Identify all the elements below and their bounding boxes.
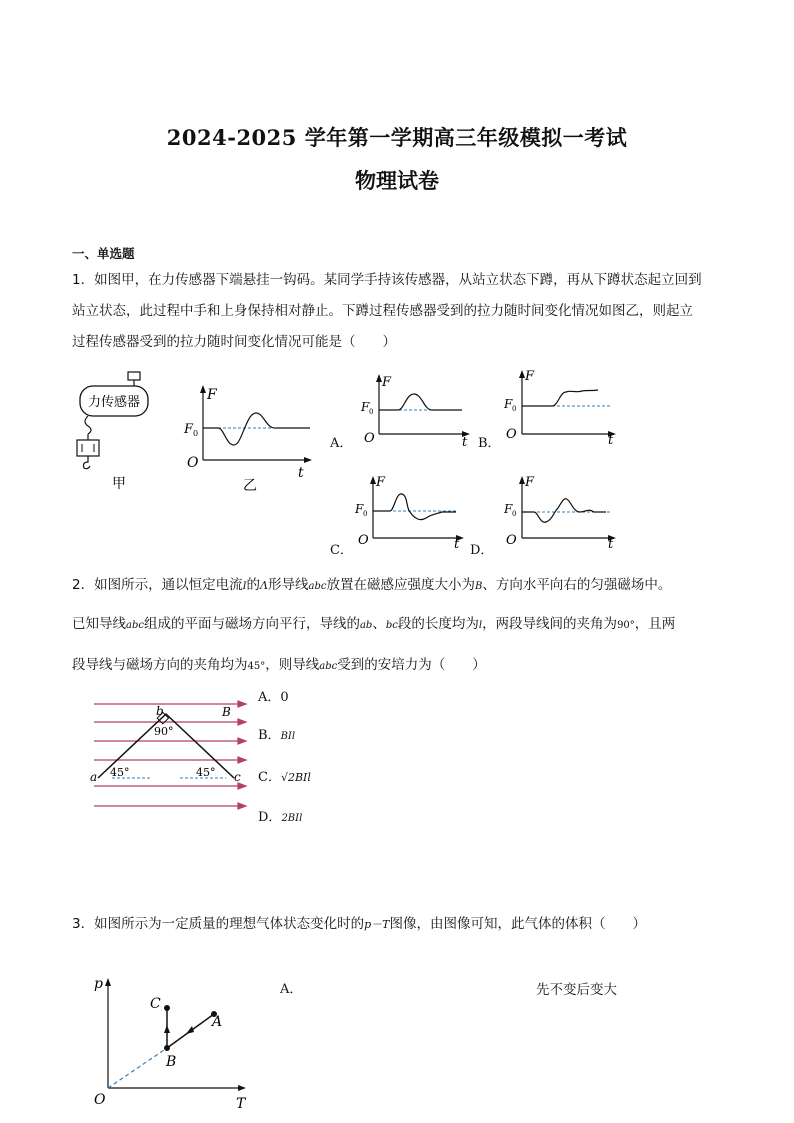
q3-option-a-text: 先不变后变大 (536, 982, 617, 998)
q2-line-1: 2．如图所示，通以恒定电流I的Λ形导线abc放置在磁感应强度大小为B、方向水平向右的匀强磁场中。 (72, 577, 672, 593)
svg-text:0: 0 (512, 405, 517, 413)
figure-jia-label: 甲 (112, 476, 126, 492)
svg-text:F: F (361, 400, 370, 414)
svg-text:O: O (506, 533, 517, 548)
q2-option-c[interactable]: C．√2BIl (258, 770, 311, 785)
q1-option-d[interactable]: D． (470, 543, 494, 558)
q3-option-a-label[interactable]: A． (280, 982, 303, 997)
svg-text:F: F (504, 502, 513, 516)
svg-text:O: O (187, 455, 199, 471)
svg-text:0: 0 (193, 429, 199, 438)
q1-line-1: 1．如图甲，在力传感器下端悬挂一钩码。某同学手持该传感器，从站立状态下蹲，再从下蹲状态起立回到 (72, 272, 702, 288)
q1-line-3: 过程传感器受到的拉力随时间变化情况可能是（ ） (72, 334, 396, 350)
svg-text:90°: 90° (154, 725, 174, 738)
graph-option-a (358, 370, 476, 450)
force-sensor-figure (72, 370, 162, 500)
graph-yi (180, 385, 320, 495)
svg-text:B: B (222, 705, 231, 719)
svg-text:0: 0 (363, 510, 368, 518)
svg-text:0: 0 (369, 408, 374, 416)
svg-text:O: O (506, 427, 517, 442)
svg-text:F: F (376, 475, 386, 490)
svg-text:O: O (358, 533, 369, 548)
svg-text:F: F (525, 369, 535, 384)
svg-text:t: t (462, 435, 468, 450)
svg-text:F: F (504, 397, 513, 411)
magnetic-field-figure (88, 700, 248, 815)
graph-option-b (502, 366, 622, 446)
svg-text:F: F (207, 387, 217, 403)
sensor-label: 力传感器 (87, 395, 141, 410)
q1-option-b[interactable]: B． (478, 436, 501, 451)
q2-option-a[interactable]: A．0 (258, 690, 289, 705)
q1-line-2: 站立状态，此过程中手和上身保持相对静止。下蹲过程传感器受到的拉力随时间变化情况如图乙，则起立 (72, 303, 693, 319)
svg-text:F: F (382, 375, 392, 390)
figure-yi-label: 乙 (243, 478, 257, 494)
pt-graph (88, 970, 258, 1115)
q2-line-2: 已知导线abc组成的平面与磁场方向平行，导线的ab、bc段的长度均为l，两段导线间的夹角为90°，且两 (72, 616, 676, 632)
svg-text:B: B (166, 1054, 177, 1070)
svg-text:45°: 45° (110, 766, 130, 779)
q1-option-c[interactable]: C． (330, 543, 353, 558)
svg-text:C: C (150, 996, 161, 1012)
graph-option-d (502, 472, 622, 552)
svg-text:F: F (184, 422, 194, 437)
q2-line-3: 段导线与磁场方向的夹角均为45°，则导线abc受到的安培力为（ ） (72, 657, 486, 673)
exam-title: 2024-2025 学年第一学期高三年级模拟一考试 (166, 125, 628, 150)
graph-option-c (352, 472, 470, 552)
svg-text:O: O (364, 431, 375, 446)
svg-text:c: c (234, 770, 241, 784)
svg-text:t: t (608, 537, 614, 552)
section-heading: 一、单选题 (72, 246, 135, 261)
q3-line-1: 3．如图所示为一定质量的理想气体状态变化时的p－T图像，由图像可知，此气体的体积（ ） (72, 916, 646, 932)
svg-text:p: p (94, 976, 103, 992)
svg-text:b: b (156, 704, 164, 718)
svg-text:t: t (608, 433, 614, 446)
exam-subject: 物理试卷 (355, 168, 439, 193)
svg-text:A: A (212, 1014, 223, 1030)
svg-text:t: t (454, 537, 460, 552)
svg-text:F: F (525, 475, 535, 490)
svg-text:t: t (298, 465, 304, 481)
q2-option-d[interactable]: D．2BIl (258, 810, 303, 825)
svg-text:45°: 45° (196, 766, 216, 779)
svg-text:0: 0 (512, 510, 517, 518)
svg-text:T: T (236, 1096, 246, 1112)
q2-option-b[interactable]: B．BIl (258, 728, 296, 743)
svg-text:O: O (94, 1092, 106, 1108)
svg-text:a: a (90, 770, 98, 784)
svg-text:F: F (355, 502, 364, 516)
q1-option-a[interactable]: A． (330, 436, 353, 451)
